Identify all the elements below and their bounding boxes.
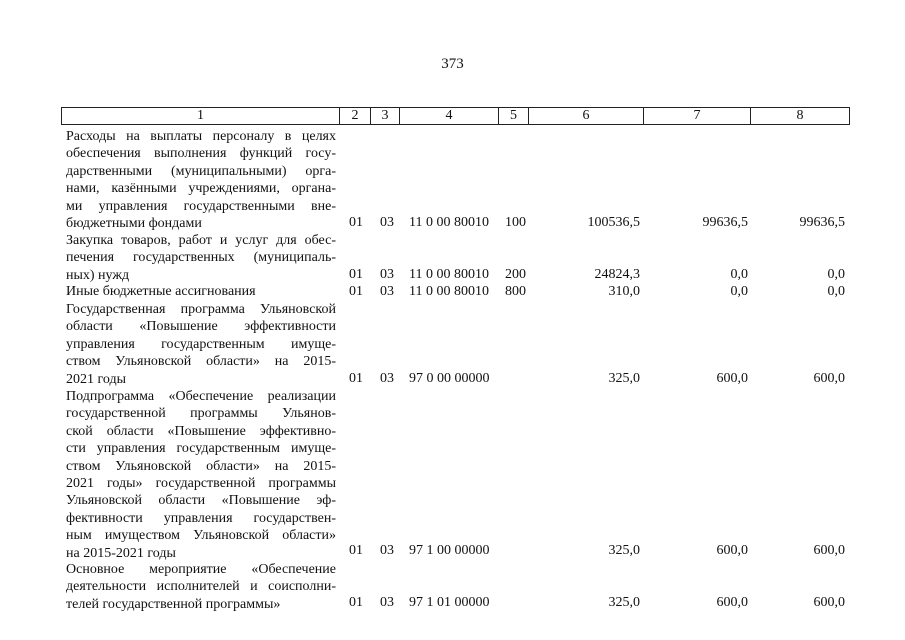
description-line: государственной программы Ульянов- — [66, 406, 336, 422]
table-row — [0, 388, 905, 562]
podrazdel-code: 03 — [380, 543, 394, 558]
table-row — [0, 283, 905, 301]
target-article-code: 11 0 00 80010 — [409, 267, 489, 282]
razdel-code: 01 — [349, 595, 363, 610]
description-line: 2021 годы — [66, 371, 127, 387]
expense-type-code: 800 — [505, 284, 526, 299]
table-row — [0, 561, 905, 617]
amount-col-6: 325,0 — [608, 595, 640, 610]
description-line: Расходы на выплаты персоналу в целях — [66, 129, 336, 144]
podrazdel-code: 03 — [380, 267, 394, 282]
podrazdel-code: 03 — [380, 284, 394, 299]
razdel-code: 01 — [349, 267, 363, 282]
amount-col-8: 600,0 — [813, 595, 845, 610]
amount-col-7: 0,0 — [730, 284, 748, 299]
description-line: фективности управления государствен- — [66, 510, 336, 526]
row-description — [66, 561, 336, 613]
row-description — [66, 232, 336, 284]
description-line: ством Ульяновской области» на 2015- — [66, 354, 336, 370]
header-cell-2: 2 — [339, 107, 371, 125]
podrazdel-code: 03 — [380, 595, 394, 610]
amount-col-6: 310,0 — [608, 284, 640, 299]
amount-col-7: 600,0 — [716, 595, 748, 610]
amount-col-6: 100536,5 — [587, 215, 640, 230]
amount-col-7: 600,0 — [716, 543, 748, 558]
razdel-code: 01 — [349, 543, 363, 558]
amount-col-8: 600,0 — [813, 371, 845, 386]
target-article-code: 11 0 00 80010 — [409, 284, 489, 299]
row-description — [66, 283, 336, 300]
description-line: телей государственной программы» — [66, 596, 281, 612]
table-row — [0, 128, 905, 232]
razdel-code: 01 — [349, 371, 363, 386]
description-line: Основное мероприятие «Обеспечение — [66, 562, 336, 577]
header-cell-1: 1 — [61, 107, 340, 125]
expense-type-code: 100 — [505, 215, 526, 230]
description-line: Подпрограмма «Обеспечение реализации — [66, 389, 336, 404]
amount-col-7: 600,0 — [716, 371, 748, 386]
description-line: обеспечения выполнения функций госу- — [66, 146, 336, 162]
header-cell-7: 7 — [643, 107, 751, 125]
table-row — [0, 232, 905, 284]
razdel-code: 01 — [349, 215, 363, 230]
header-cell-4: 4 — [399, 107, 499, 125]
target-article-code: 97 0 00 00000 — [409, 371, 490, 386]
target-article-code: 11 0 00 80010 — [409, 215, 489, 230]
razdel-code: 01 — [349, 284, 363, 299]
amount-col-6: 325,0 — [608, 543, 640, 558]
description-line: ных) нужд — [66, 267, 130, 283]
description-line: сти управления государственным имуще- — [66, 441, 336, 457]
amount-col-6: 325,0 — [608, 371, 640, 386]
amount-col-8: 99636,5 — [799, 215, 845, 230]
description-line: управления государственным имуще- — [66, 336, 336, 352]
description-line: печения государственных (муниципаль- — [66, 250, 336, 266]
description-line: 2021 годы» государственной программы — [66, 476, 336, 492]
header-cell-6: 6 — [528, 107, 644, 125]
amount-col-6: 24824,3 — [594, 267, 640, 282]
amount-col-7: 99636,5 — [702, 215, 748, 230]
header-cell-5: 5 — [498, 107, 529, 125]
description-line: области «Повышение эффективности — [66, 319, 336, 335]
row-description — [66, 301, 336, 388]
description-line: ным имуществом Ульяновской области» — [66, 528, 336, 544]
table-row — [0, 301, 905, 389]
page-number: 373 — [441, 56, 464, 72]
header-cell-8: 8 — [750, 107, 850, 125]
description-line: нами, казёнными учреждениями, органа- — [66, 181, 336, 197]
header-cell-3: 3 — [370, 107, 400, 125]
row-description — [66, 128, 336, 232]
description-line: Закупка товаров, работ и услуг для обес- — [66, 233, 336, 248]
description-line: на 2015-2021 годы — [66, 545, 176, 561]
description-line: бюджетными фондами — [66, 216, 202, 232]
amount-col-8: 600,0 — [813, 543, 845, 558]
description-line: ской области «Повышение эффективно- — [66, 423, 336, 439]
description-line: ми управления государственными вне- — [66, 198, 336, 214]
description-line: дарственными (муниципальными) орга- — [66, 163, 336, 179]
target-article-code: 97 1 00 00000 — [409, 543, 490, 558]
podrazdel-code: 03 — [380, 215, 394, 230]
amount-col-8: 0,0 — [827, 284, 845, 299]
description-line: Государственная программа Ульяновской — [66, 302, 336, 317]
description-line: ством Ульяновской области» на 2015- — [66, 458, 336, 474]
amount-col-8: 0,0 — [827, 267, 845, 282]
target-article-code: 97 1 01 00000 — [409, 595, 490, 610]
description-line: Ульяновской области «Повышение эф- — [66, 493, 336, 509]
description-line: Иные бюджетные ассигнования — [66, 284, 256, 299]
expense-type-code: 200 — [505, 267, 526, 282]
podrazdel-code: 03 — [380, 371, 394, 386]
description-line: деятельности исполнителей и соисполни- — [66, 579, 336, 595]
row-description — [66, 388, 336, 562]
amount-col-7: 0,0 — [730, 267, 748, 282]
